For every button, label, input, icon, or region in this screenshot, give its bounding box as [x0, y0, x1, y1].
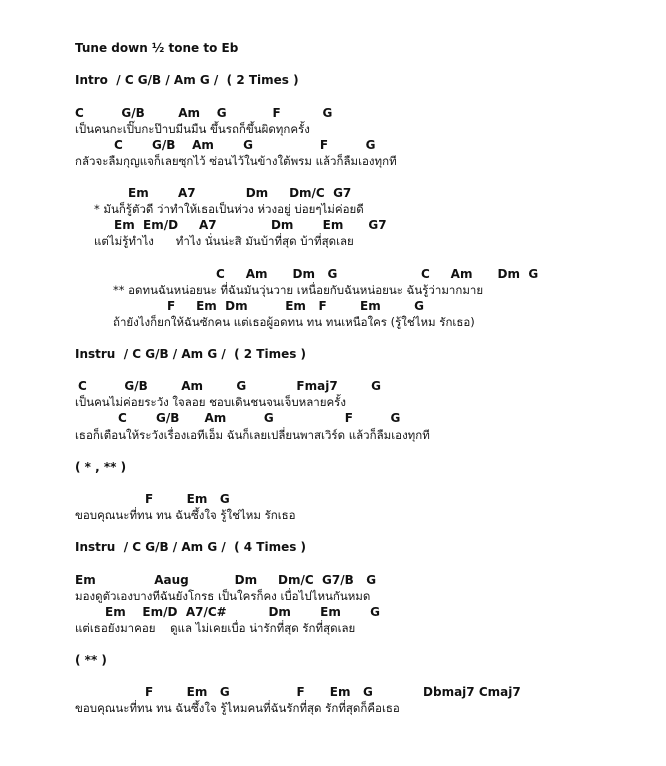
bridge-chords-line2: Em Em/D A7/C# Dm Em G: [105, 605, 380, 619]
instrumental-progression-2: Instru / C G/B / Am G / ( 4 Times ): [75, 540, 307, 554]
prechorus-chords-line1: Em A7 Dm Dm/C G7: [128, 186, 352, 200]
verse1-lyric-line1: เป็นคนกะเปิ๊บกะป๊าบมีนมืน ขึ้นรถก็ขึ้นผิดทุกครั้ง: [75, 122, 310, 136]
bridge-lyric-line1: มองดูตัวเองบางทีฉันยังโกรธ เป็นใครก็คง เบื่อไปไหนกันหมด: [75, 589, 371, 603]
prechorus-lyric-line2: แต่ไม่รู้ทำไง ทำไง นั่นน่ะสิ มันบ้าที่สุด บ้าที่สุดเลย: [94, 234, 354, 248]
verse2-lyric-line2: เธอก็เตือนให้ระวังเรื่องเอทีเอ็ม ฉันก็เลยเปลี่ยนพาสเวิร์ด แล้วก็ลืมเองทุกที: [75, 428, 430, 442]
repeat-marker-1: ( * , ** ): [75, 460, 127, 474]
chorus-lyric-line2: ถ้ายังไงก็ยกให้ฉันซักคน แต่เธอผู้อดทน ทน ทนเหนือใคร (รู้ใช่ไหม รักเธอ): [113, 315, 475, 329]
chorus-lyric-line1: ** อดทนฉันหน่อยนะ ที่ฉันมันวุ่นวาย เหนื่อยกับฉันหน่อยนะ ฉันรู้ว่ามากมาย: [113, 283, 484, 297]
tag-chords-line1: F Em G: [145, 492, 230, 506]
ending-chords-line1: F Em G F Em G Dbmaj7 Cmaj7: [145, 685, 521, 699]
prechorus-lyric-line1: * มันก็รู้ตัวดี ว่าทำให้เธอเป็นห่วง ห่วงอยู่ บ่อยๆไม่ค่อยดี: [94, 202, 364, 216]
intro-progression: Intro / C G/B / Am G / ( 2 Times ): [75, 73, 299, 87]
chorus-chords-line1: C Am Dm G C Am Dm G: [216, 267, 539, 281]
chorus-chords-line2: F Em Dm Em F Em G: [167, 299, 425, 313]
verse1-chords-line1: C G/B Am G F G: [75, 106, 333, 120]
verse1-lyric-line2: กลัวจะลืมกุญแจก็เลยซุกไว้ ซ่อนไว้ในข้างใต้พรม แล้วก็ลืมเองทุกที: [75, 154, 397, 168]
prechorus-chords-line2: Em Em/D A7 Dm Em G7: [114, 218, 387, 232]
bridge-lyric-line2: แต่เธอยังมาคอย ดูแล ไม่เคยเบื่อ น่ารักที่สุด รักที่สุดเลย: [75, 621, 356, 635]
verse2-chords-line1: C G/B Am G Fmaj7 G: [78, 379, 381, 393]
tuning-note: Tune down ½ tone to Eb: [75, 41, 239, 55]
repeat-marker-2: ( ** ): [75, 653, 107, 667]
tag-lyric-line1: ขอบคุณนะที่ทน ทน ฉันซึ้งใจ รู้ใช่ไหม รักเธอ: [75, 508, 296, 522]
verse2-chords-line2: C G/B Am G F G: [118, 411, 401, 425]
instrumental-progression-1: Instru / C G/B / Am G / ( 2 Times ): [75, 347, 307, 361]
bridge-chords-line1: Em Aaug Dm Dm/C G7/B G: [75, 573, 377, 587]
verse1-chords-line2: C G/B Am G F G: [114, 138, 376, 152]
ending-lyric-line1: ขอบคุณนะที่ทน ทน ฉันซึ้งใจ รู้ไหมคนที่ฉันรักที่สุด รักที่สุดก็คือเธอ: [75, 701, 400, 715]
verse2-lyric-line1: เป็นคนไม่ค่อยระวัง ใจลอย ชอบเดินชนจนเจ็บหลายครั้ง: [75, 395, 346, 409]
